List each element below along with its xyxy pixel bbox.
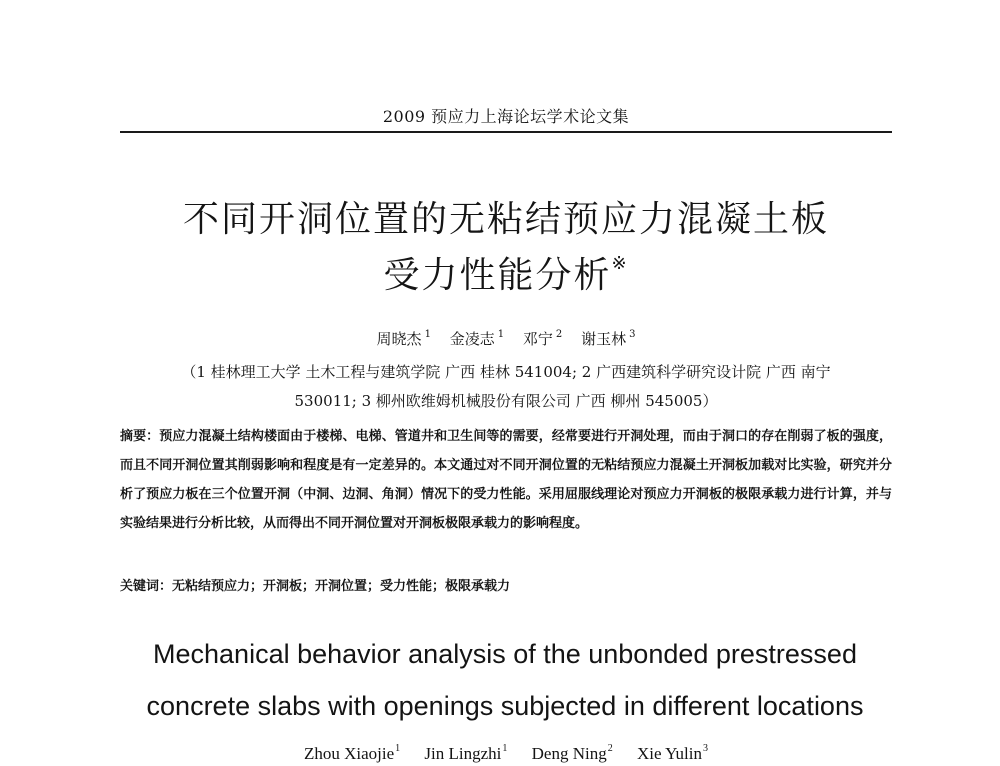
english-title-line-1: Mechanical behavior analysis of the unbonded prestressed xyxy=(153,639,857,669)
english-title-line-2: concrete slabs with openings subjected in different locations xyxy=(146,691,864,721)
author-cn-affil: 1 xyxy=(497,329,505,340)
author-en-affil: 2 xyxy=(607,743,613,754)
author-en-affil: 1 xyxy=(395,743,401,754)
author-en-name: Deng Ning xyxy=(531,744,607,763)
author-cn-name: 邓宁 xyxy=(522,330,553,348)
abstract-label: 摘要： xyxy=(120,429,160,444)
author-cn-name: 周晓杰 xyxy=(376,330,422,348)
author-en xyxy=(424,744,507,763)
author-cn-name: 谢玉林 xyxy=(581,330,627,348)
author-cn xyxy=(377,330,431,348)
chinese-authors xyxy=(120,328,892,350)
english-title xyxy=(60,628,950,732)
abstract xyxy=(120,422,892,538)
running-head: 2009 预应力上海论坛学术论文集 xyxy=(382,107,630,126)
author-cn-affil: 2 xyxy=(555,329,563,340)
author-cn xyxy=(450,330,504,348)
keywords xyxy=(120,575,892,599)
author-cn xyxy=(523,330,562,348)
chinese-title xyxy=(100,192,912,304)
chinese-title-line-2-text: 受力性能分析 xyxy=(383,255,612,296)
author-en-name: Xie Yulin xyxy=(636,744,702,763)
author-en-affil: 1 xyxy=(502,743,508,754)
author-cn-name: 金凌志 xyxy=(449,330,495,348)
affiliations xyxy=(116,358,896,416)
header-rule xyxy=(120,131,892,133)
chinese-title-line-2 xyxy=(100,248,912,304)
affiliations-line-1: （1 桂林理工大学 土木工程与建筑学院 广西 桂林 541004; 2 广西建筑科学研究设计院 广西 南宁 xyxy=(181,363,831,381)
author-cn xyxy=(581,330,635,348)
chinese-title-line-1: 不同开洞位置的无粘结预应力混凝土板 xyxy=(182,199,829,240)
author-cn-affil: 3 xyxy=(629,329,636,340)
keywords-label: 关键词： xyxy=(120,579,173,594)
abstract-text: 预应力混凝土结构楼面由于楼梯、电梯、管道井和卫生间等的需要，经常要进行开洞处理，而由于洞口的存在削弱了板的强度，而且不同开洞位置其削弱影响和程度是有一定差异的。本文通过对不同开洞位置的无粘结预应力混凝土开洞板加载对比实验，研究并分析了预应力板在三个位置开洞（中洞、边洞、角洞）情况下的受力性能。采用屈服线理论对预应力开洞板的极限承载力进行计算，并与实验结果进行分析比较，从而得出不同开洞位置对开洞板极限承载力的影响程度。 xyxy=(120,429,892,531)
author-cn-affil: 1 xyxy=(424,329,431,340)
author-en xyxy=(304,744,400,763)
author-en-name: Jin Lingzhi xyxy=(424,744,502,763)
affiliations-line-2: 530011; 3 柳州欧维姆机械股份有限公司 广西 柳州 545005） xyxy=(294,392,718,410)
author-en-affil: 3 xyxy=(702,743,708,754)
english-authors xyxy=(120,742,892,766)
keywords-text: 无粘结预应力；开洞板；开洞位置；受力性能；极限承载力 xyxy=(172,579,511,594)
author-en-name: Zhou Xiaojie xyxy=(304,744,395,763)
author-en xyxy=(637,744,708,763)
footnote-mark: ※ xyxy=(611,253,629,274)
author-en xyxy=(532,744,613,763)
